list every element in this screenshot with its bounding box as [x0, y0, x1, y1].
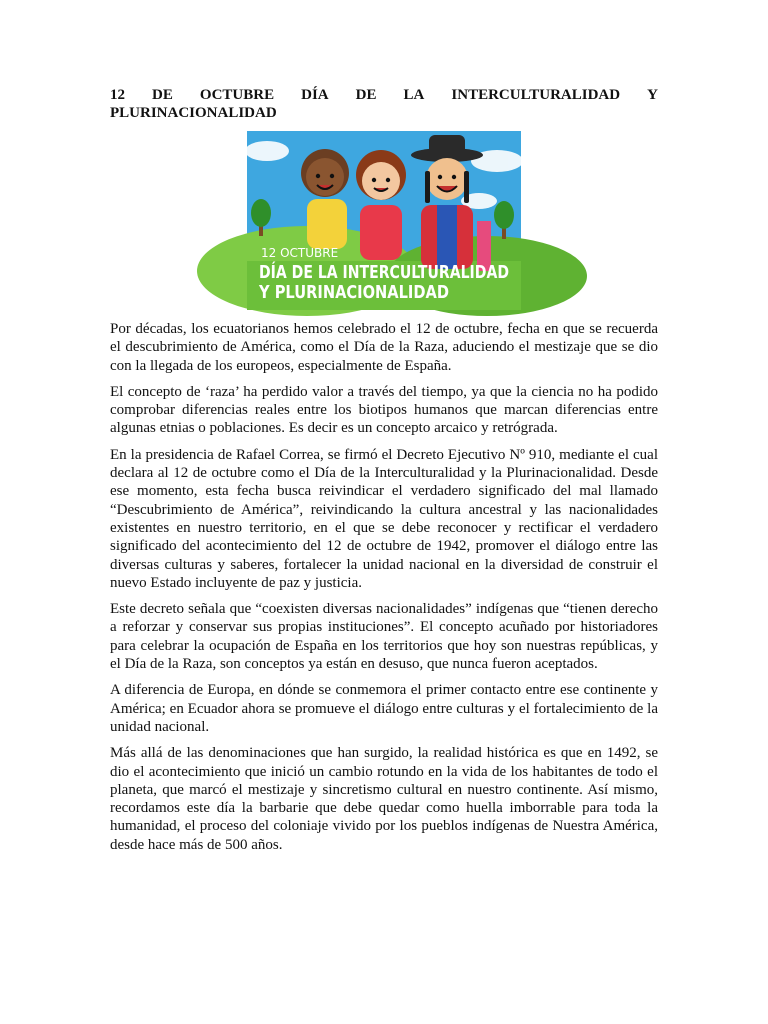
- title-word: Y: [647, 87, 658, 103]
- document-title: [110, 86, 658, 122]
- banner-illustration: [247, 131, 571, 310]
- document-body: [110, 320, 658, 862]
- title-word: DÍA: [301, 87, 329, 103]
- title-word: OCTUBRE: [199, 87, 275, 103]
- paragraph: Este decreto señala que “coexisten diversas nacionalidades” indígenas que “tienen derecho a reforzar y conservar sus propias instituciones”. El concepto acuñado por historiadores para celebrar la ocupación de España en los territorios que hoy son nuestras repúblicas, y el Día de la Raza, son conceptos ya están en desuso, que nunca fueron aceptados.: [110, 601, 658, 673]
- paragraph: El concepto de ‘raza’ ha perdido valor a través del tiempo, ya que la ciencia no ha podido comprobar diferencias reales entre los biotipos humanos que marcan diferencias entre algunas etnias o poblaciones. Es decir es un concepto arcaico y retrógrada.: [110, 383, 658, 437]
- paragraph: Más allá de las denominaciones que han surgido, la realidad histórica es que en 1492, se dio el acontecimiento que inició un cambio rotundo en la vida de los habitantes de todo el planeta, que marcó el mestizaje y sincretismo cultural en nuestro continente. Así mismo, recordamos este día la barbarie que debe quedar como huella imborrable para toda la humanidad, el proceso del coloniaje vivido por los pueblos indígenas de Nuestra América, desde hace más de 500 años.: [110, 745, 658, 853]
- paragraph: A diferencia de Europa, en dónde se conmemora el primer contacto entre ese continente y América; en Ecuador ahora se promueve el diálogo entre culturas y el fortalecimiento de la unidad nacional.: [110, 682, 658, 735]
- title-word: INTERCULTURALIDAD: [451, 87, 621, 103]
- paragraph: Por décadas, los ecuatorianos hemos celebrado el 12 de octubre, fecha en que se recuerda el descubrimiento de América, como el Día de la Raza, aduciendo el mestizaje que se dio con la llegada de los europeos, especialmente de España.: [110, 321, 658, 374]
- banner-date-text: 12 OCTUBRE: [261, 246, 339, 260]
- title-word: 12: [110, 87, 125, 103]
- title-word: DE: [152, 87, 173, 103]
- banner-graphic: [247, 131, 571, 310]
- banner-title-line-2: Y PLURINACIONALIDAD: [258, 283, 449, 303]
- paragraph: En la presidencia de Rafael Correa, se firmó el Decreto Ejecutivo Nº 910, mediante el cual declara al 12 de octubre como el Día de la Interculturalidad y la Plurinacionalidad. Desde ese momento, esta fecha busca reivindicar el verdadero significado del mal llamado “Descubrimiento de América”, reivindicando la cultura ancestral y las nacionalidades existentes en nuestro territorio, en el que se debe reconocer y rectificar el verdadero significado del acontecimiento del 12 de octubre de 1942, promover el diálogo entre las diversas culturas y saberes, fortalecer la unidad nacional en la diversidad de construir el nuevo Estado incluyente de paz y justicia.: [110, 446, 658, 591]
- banner-title-line-1: DÍA DE LA INTERCULTURALIDAD: [259, 263, 571, 283]
- title-word: LA: [403, 87, 425, 103]
- title-word: DE: [355, 87, 377, 103]
- title-line-1: [110, 86, 658, 104]
- title-line-2: PLURINACIONALIDAD: [110, 105, 277, 121]
